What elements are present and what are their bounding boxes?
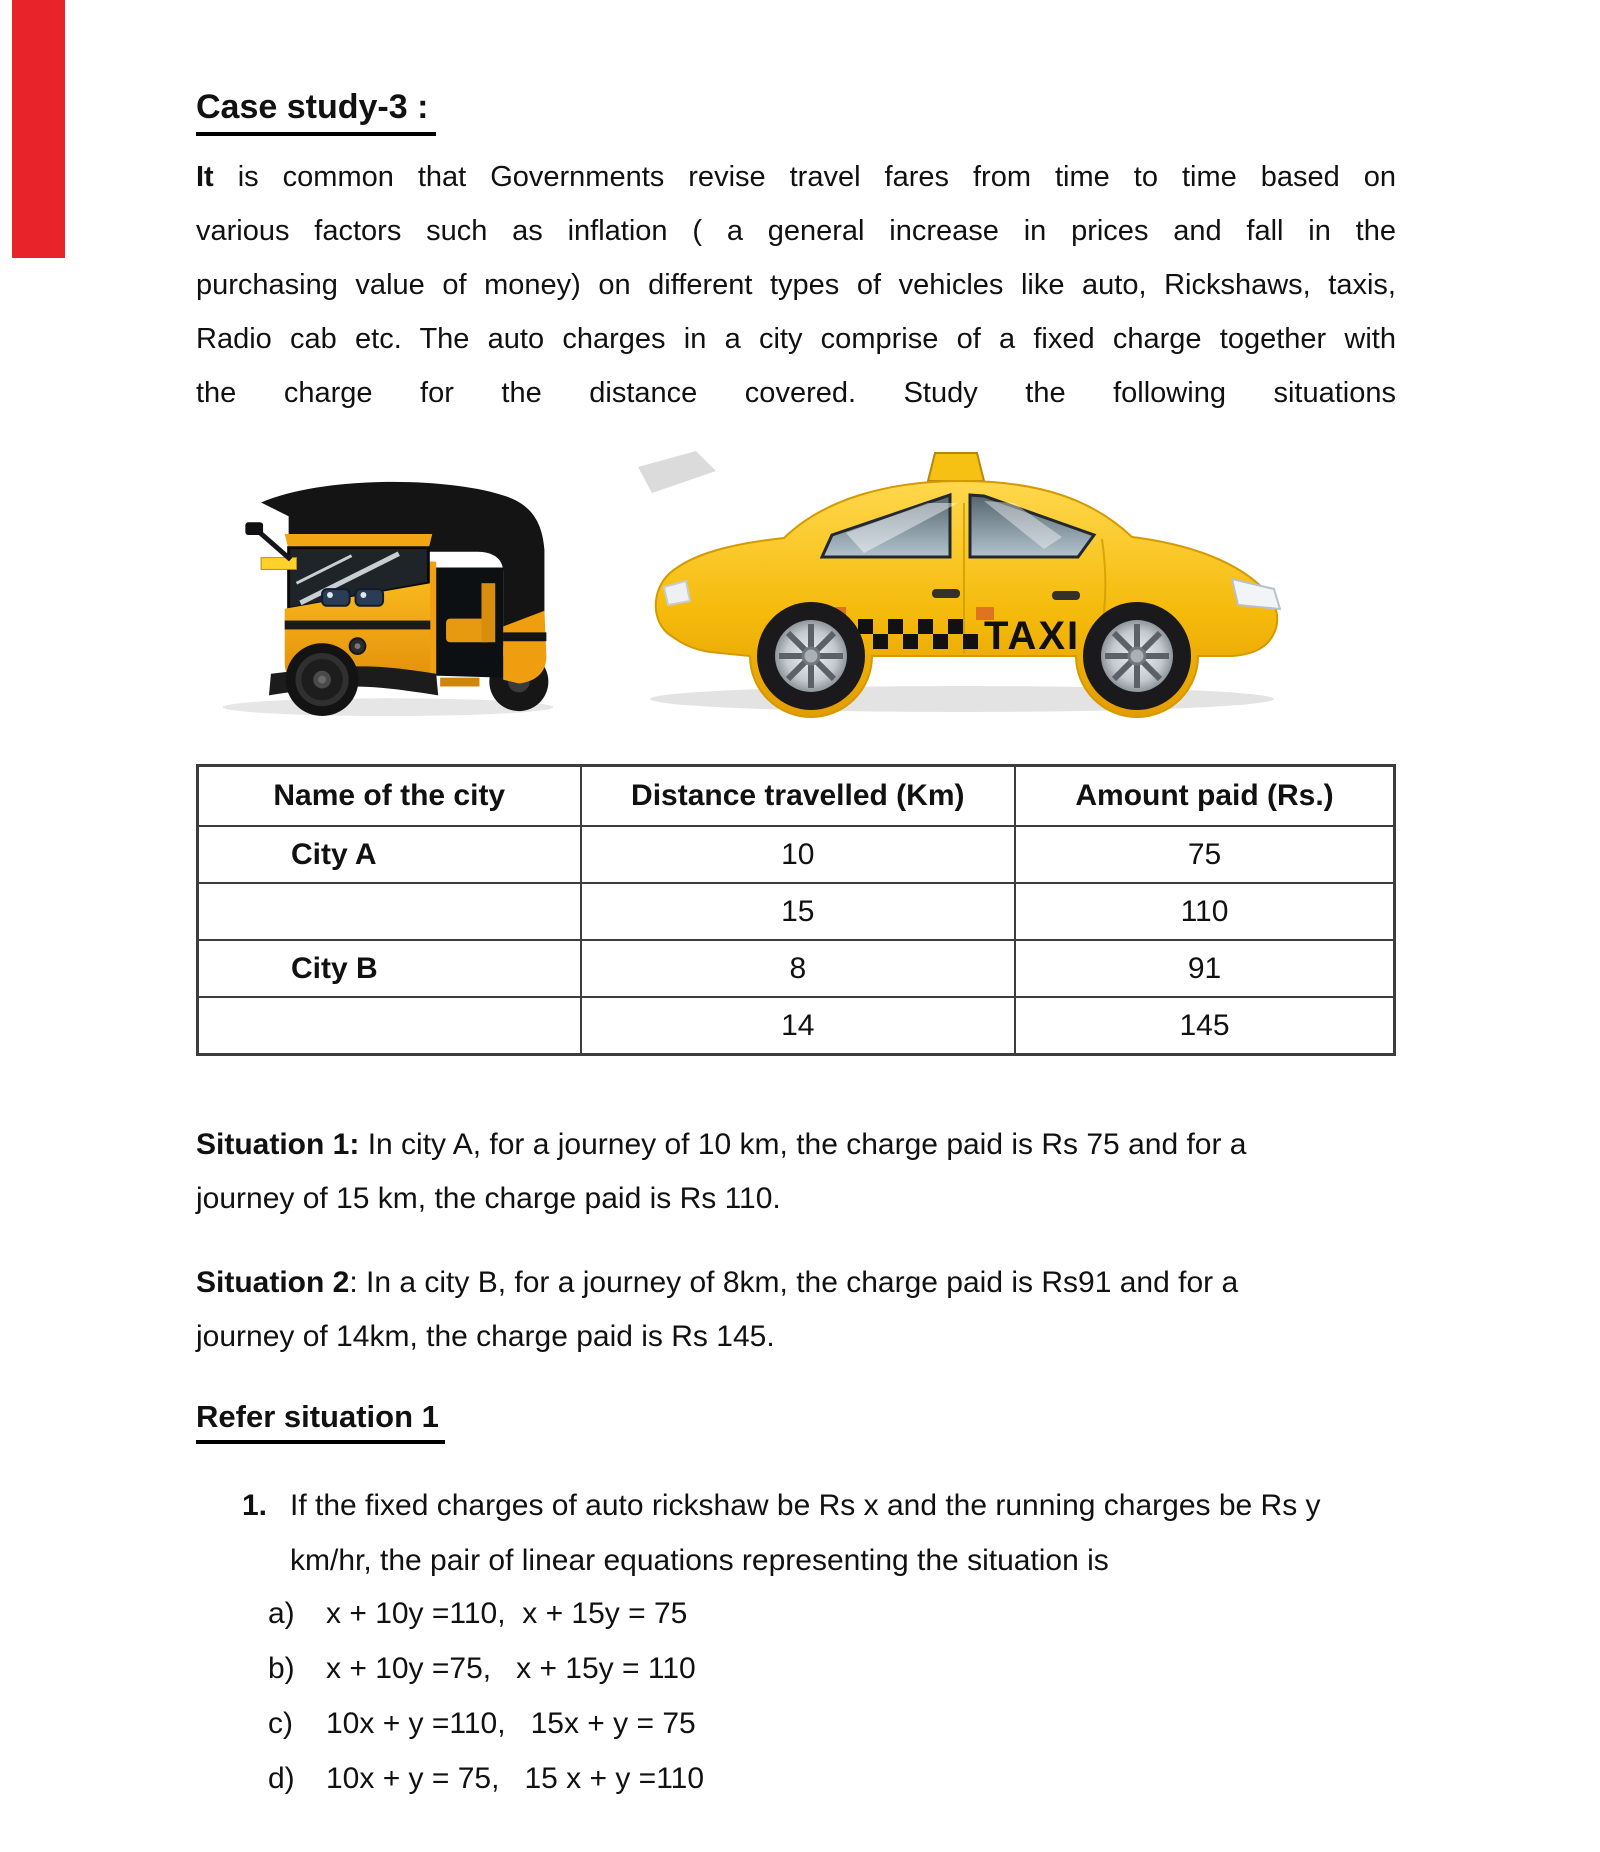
cell-amount: 91 bbox=[1015, 940, 1394, 997]
option-c-label: c) bbox=[268, 1707, 293, 1740]
refer-situation-heading bbox=[196, 1398, 445, 1444]
cell-distance: 8 bbox=[581, 940, 1016, 997]
page-title bbox=[196, 86, 436, 136]
cell-amount: 75 bbox=[1015, 826, 1394, 883]
situation-2-line: journey of 14km, the charge paid is Rs 145. bbox=[196, 1320, 775, 1353]
header-distance: Distance travelled (Km) bbox=[581, 766, 1016, 827]
vehicle-images-row bbox=[196, 438, 1396, 730]
table-row bbox=[198, 997, 1395, 1055]
intro-line: various factors such as inflation ( a general increase in prices and fall in the bbox=[196, 215, 1396, 247]
header-city: Name of the city bbox=[198, 766, 581, 827]
taxi-decal-text: TAXI bbox=[984, 614, 1081, 658]
auto-rickshaw-image bbox=[206, 472, 570, 718]
table-header-row bbox=[198, 766, 1395, 827]
intro-line: Radio cab etc. The auto charges in a city comprise of a fixed charge together with bbox=[196, 323, 1396, 355]
intro-line: the charge for the distance covered. Study the following situations bbox=[196, 377, 1396, 409]
cell-amount: 145 bbox=[1015, 997, 1394, 1055]
situation-2 bbox=[196, 1256, 1410, 1364]
option-c bbox=[268, 1696, 704, 1751]
cell-city: City A bbox=[198, 826, 581, 883]
option-b-equation: x + 10y =75, x + 15y = 110 bbox=[326, 1652, 696, 1685]
table-row bbox=[198, 940, 1395, 997]
question-1-number: 1. bbox=[242, 1489, 268, 1522]
option-b bbox=[268, 1641, 704, 1696]
question-1 bbox=[242, 1478, 1422, 1588]
intro-line-text: is common that Governments revise travel fares from time to time based on bbox=[237, 161, 1396, 193]
cell-distance: 10 bbox=[581, 826, 1016, 883]
situation-1-label: Situation 1: bbox=[196, 1128, 360, 1161]
taxi-front-wheel bbox=[1083, 602, 1191, 710]
question-1-options bbox=[268, 1586, 704, 1806]
cell-city bbox=[198, 883, 581, 940]
option-b-label: b) bbox=[268, 1652, 295, 1685]
fare-table bbox=[196, 764, 1396, 1056]
intro-line bbox=[196, 150, 1396, 204]
situation-2-text: : In a city B, for a journey of 8km, the charge paid is Rs91 and for a bbox=[349, 1266, 1239, 1299]
question-1-text: If the fixed charges of auto rickshaw be Rs x and the running charges be Rs y bbox=[290, 1489, 1321, 1522]
option-d-label: d) bbox=[268, 1762, 295, 1795]
cell-amount: 110 bbox=[1015, 883, 1394, 940]
yellow-taxi-image bbox=[632, 440, 1292, 720]
situation-2-line bbox=[196, 1256, 1410, 1310]
option-d bbox=[268, 1751, 704, 1806]
cell-distance: 14 bbox=[581, 997, 1016, 1055]
situation-1-line: journey of 15 km, the charge paid is Rs 110. bbox=[196, 1182, 781, 1215]
situation-2-label: Situation 2 bbox=[196, 1266, 350, 1299]
question-1-line bbox=[242, 1478, 1422, 1533]
option-a-label: a) bbox=[268, 1597, 295, 1630]
situation-1-text: In city A, for a journey of 10 km, the charge paid is Rs 75 and for a bbox=[367, 1128, 1247, 1161]
cell-distance: 15 bbox=[581, 883, 1016, 940]
option-a bbox=[268, 1586, 704, 1641]
header-amount: Amount paid (Rs.) bbox=[1015, 766, 1394, 827]
red-margin-marker bbox=[12, 0, 65, 258]
refer-situation-heading-text: Refer situation 1 bbox=[196, 1398, 445, 1444]
intro-paragraph bbox=[196, 150, 1396, 420]
option-a-equation: x + 10y =110, x + 15y = 75 bbox=[326, 1597, 688, 1630]
situation-1 bbox=[196, 1118, 1410, 1226]
page-title-text: Case study-3 : bbox=[196, 86, 436, 136]
option-d-equation: 10x + y = 75, 15 x + y =110 bbox=[326, 1762, 705, 1795]
table-row bbox=[198, 826, 1395, 883]
cell-city: City B bbox=[198, 940, 581, 997]
cell-city bbox=[198, 997, 581, 1055]
taxi-rear-wheel bbox=[757, 602, 865, 710]
situation-1-line bbox=[196, 1118, 1410, 1172]
option-c-equation: 10x + y =110, 15x + y = 75 bbox=[326, 1707, 696, 1740]
intro-lead-word: It bbox=[196, 161, 214, 193]
intro-line: purchasing value of money) on different types of vehicles like auto, Rickshaws, taxis, bbox=[196, 269, 1396, 301]
question-1-line: km/hr, the pair of linear equations representing the situation is bbox=[290, 1544, 1109, 1577]
table-row bbox=[198, 883, 1395, 940]
